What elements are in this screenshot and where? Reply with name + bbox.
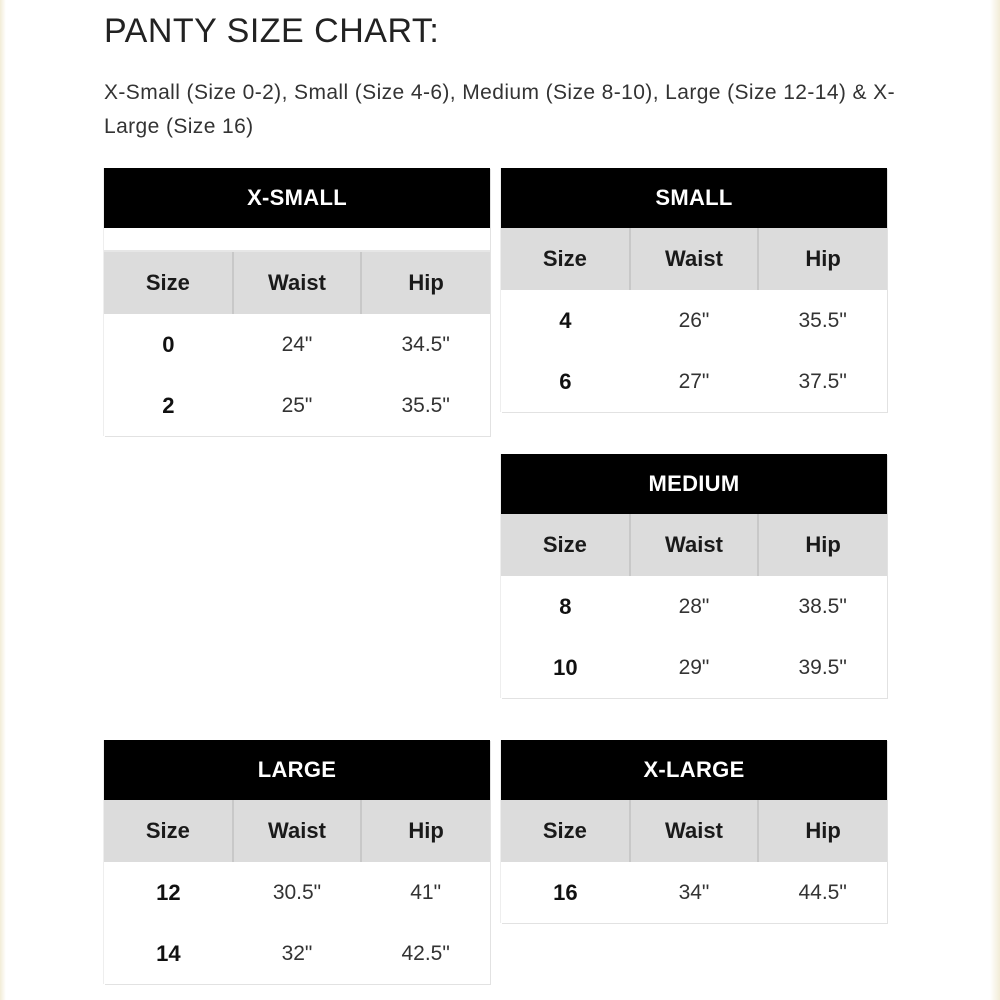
- size-cell: 12: [156, 879, 181, 905]
- xsmall-size-table: [104, 168, 490, 436]
- size-cell: 10: [553, 654, 578, 680]
- size-column-header: Size: [501, 228, 630, 290]
- waist-cell: 27": [678, 369, 710, 393]
- size-cell: 2: [162, 392, 175, 418]
- size-column-header: Size: [501, 514, 630, 576]
- medium-size-table: [501, 454, 887, 698]
- large-table-title: LARGE: [104, 740, 490, 800]
- hip-column-header: Hip: [758, 800, 887, 862]
- table-row: [501, 637, 887, 698]
- size-column-header: Size: [501, 800, 630, 862]
- hip-cell: 44.5": [798, 880, 847, 904]
- hip-column-header: Hip: [361, 800, 490, 862]
- waist-cell: 25": [281, 393, 313, 417]
- hip-cell: 41": [410, 880, 442, 904]
- hip-cell: 34.5": [401, 332, 450, 356]
- xsmall-table-title: X-SMALL: [104, 168, 490, 228]
- table-row: [501, 290, 887, 351]
- waist-cell: 26": [678, 308, 710, 332]
- table-row: [501, 862, 887, 923]
- hip-cell: 38.5": [798, 594, 847, 618]
- medium-table-title: MEDIUM: [501, 454, 887, 514]
- page-title: PANTY SIZE CHART:: [104, 12, 440, 50]
- size-cell: 8: [559, 593, 572, 619]
- waist-column-header: Waist: [630, 514, 759, 576]
- waist-cell: 24": [281, 332, 313, 356]
- hip-column-header: Hip: [361, 251, 490, 314]
- waist-cell: 29": [678, 655, 710, 679]
- waist-column-header: Waist: [233, 251, 362, 314]
- hip-cell: 37.5": [798, 369, 847, 393]
- size-cell: 16: [553, 879, 578, 905]
- hip-cell: 42.5": [401, 941, 450, 965]
- table-row: [104, 375, 490, 436]
- xlarge-size-table: [501, 740, 887, 923]
- size-cell: 0: [162, 331, 175, 357]
- waist-cell: 30.5": [272, 880, 322, 904]
- hip-cell: 39.5": [798, 655, 847, 679]
- waist-cell: 28": [678, 594, 710, 618]
- right-edge-decoration: [990, 0, 1000, 1000]
- large-size-table: [104, 740, 490, 984]
- xlarge-table-title: X-LARGE: [501, 740, 887, 800]
- table-row: [104, 923, 490, 984]
- xsmall-table-spacer: [104, 228, 490, 251]
- waist-column-header: Waist: [630, 228, 759, 290]
- waist-column-header: Waist: [233, 800, 362, 862]
- table-row: [501, 351, 887, 412]
- left-edge-decoration: [0, 0, 6, 1000]
- size-column-header: Size: [104, 800, 233, 862]
- size-column-header: Size: [104, 251, 233, 314]
- table-row: [104, 862, 490, 923]
- small-table-title: SMALL: [501, 168, 887, 228]
- waist-cell: 32": [281, 941, 313, 965]
- hip-cell: 35.5": [401, 393, 450, 417]
- table-row: [104, 314, 490, 375]
- small-size-table: [501, 168, 887, 412]
- waist-column-header: Waist: [630, 800, 759, 862]
- hip-column-header: Hip: [758, 514, 887, 576]
- size-cell: 14: [156, 940, 181, 966]
- waist-cell: 34": [678, 880, 710, 904]
- table-row: [501, 576, 887, 637]
- hip-column-header: Hip: [758, 228, 887, 290]
- size-cell: 6: [559, 368, 572, 394]
- hip-cell: 35.5": [798, 308, 847, 332]
- size-cell: 4: [559, 307, 572, 333]
- size-range-description: X-Small (Size 0-2), Small (Size 4-6), Medium (Size 8-10), Large (Size 12-14) & X-Large (Size 16): [104, 81, 895, 138]
